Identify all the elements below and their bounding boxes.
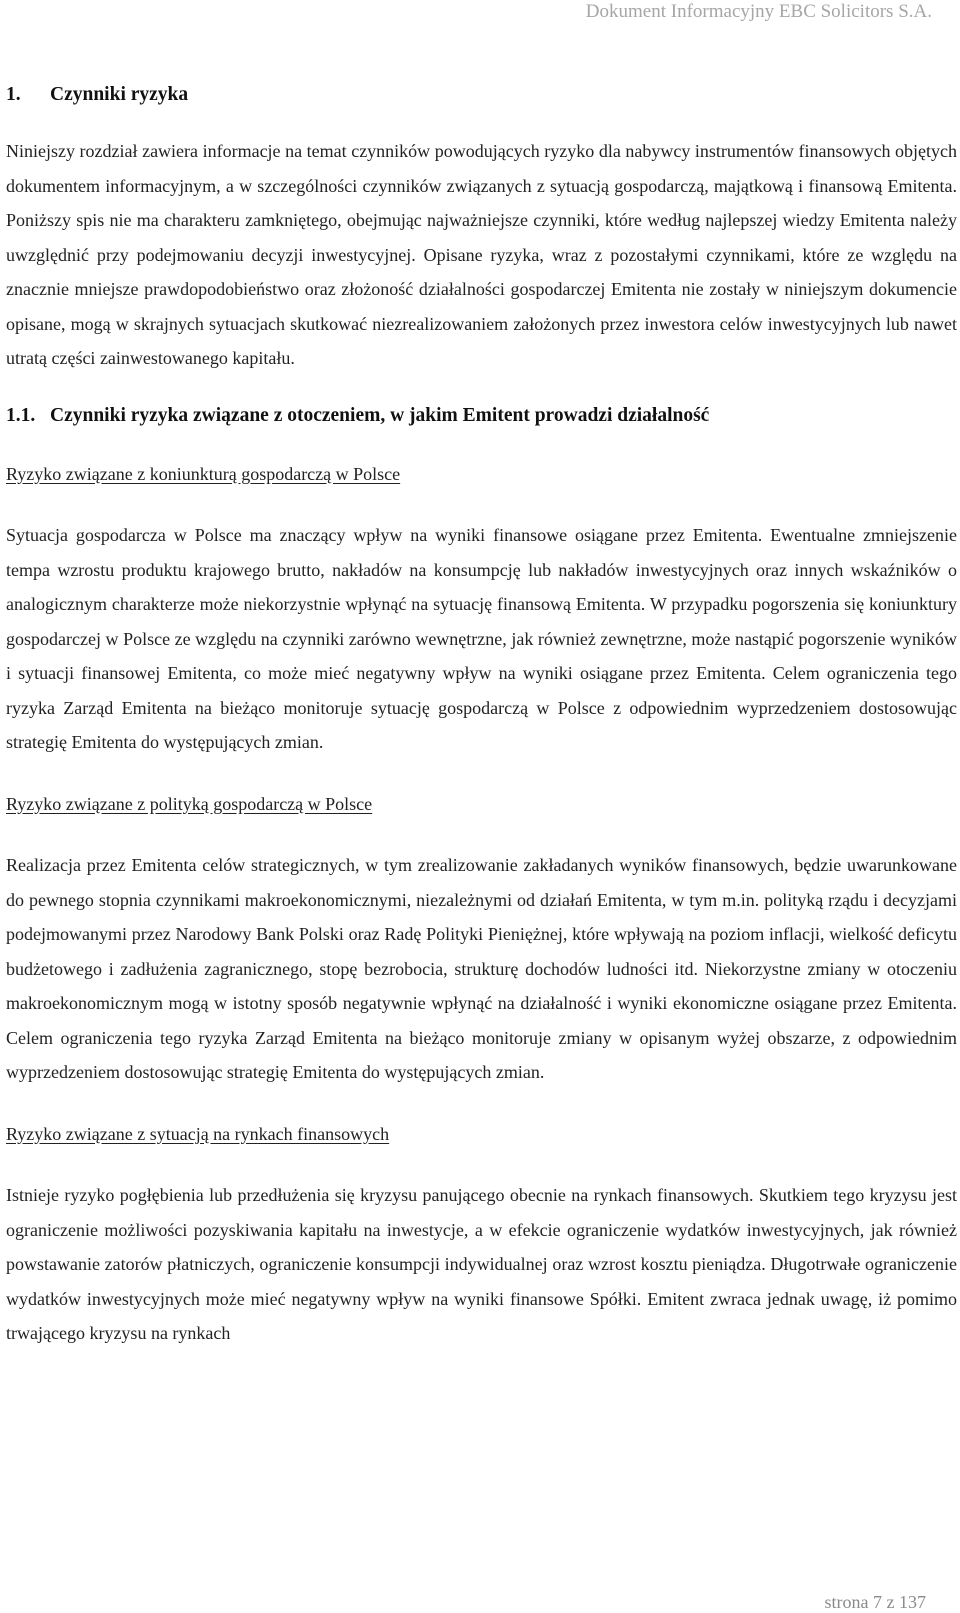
subsection-title: Czynniki ryzyka związane z otoczeniem, w jakim Emitent prowadzi działalność xyxy=(50,404,710,426)
section-intro-paragraph: Niniejszy rozdział zawiera informacje na temat czynników powodujących ryzyko dla nabywcy instrumentów finansowych objętych dokumentem informacyjnym, a w szczególności czynników związanych z sytuacją gospodarczą, majątkową i finansową Emitenta. Poniższy spis nie ma charakteru zamkniętego, obejmując najważniejsze czynniki, które według najlepszej wiedzy Emitenta należy uwzględnić przy podejmowaniu decyzji inwestycyjnej. Opisane ryzyka, wraz z pozostałymi czynnikami, które ze względu na znacznie mniejsze prawdopodobieństwo oraz złożoność działalności gospodarczej Emitenta nie zostały w niniejszym dokumencie opisane, mogą w skrajnych sytuacjach skutkować niezrealizowaniem założonych przez inwestora celów inwestycyjnych lub nawet utratą części zainwestowanego kapitału. xyxy=(6,141,957,368)
risk-heading-financial-markets: Ryzyko związane z sytuacją na rynkach finansowych xyxy=(6,1123,390,1144)
risk-heading-economic-policy: Ryzyko związane z polityką gospodarczą w Polsce xyxy=(6,793,373,814)
section-number: 1. xyxy=(6,84,21,105)
page-number: strona 7 z 137 xyxy=(824,1592,926,1612)
risk-heading-economic-situation: Ryzyko związane z koniunkturą gospodarczą w Polsce xyxy=(6,463,401,484)
section-title: Czynniki ryzyka xyxy=(50,84,189,105)
risk-paragraph-financial-markets: Istnieje ryzyko pogłębienia lub przedłużenia się kryzysu panującego obecnie na rynkach finansowych. Skutkiem tego kryzysu jest ograniczenie możliwości pozyskiwania kapitału na inwestycje, a w efekcie ograniczenie wydatków inwestycyjnych, jak również powstawanie zatorów płatniczych, ograniczenie konsumpcji indywidualnej oraz wzrost kosztu pieniądza. Długotrwałe ograniczenie wydatków inwestycyjnych może mieć negatywny wpływ na wyniki finansowe Spółki. Emitent zwraca jednak uwagę, iż pomimo trwającego kryzysu na rynkach xyxy=(6,1185,957,1343)
page-content xyxy=(6,82,957,1378)
subsection-number: 1.1. xyxy=(6,404,36,426)
section-heading xyxy=(6,82,957,108)
running-header: Dokument Informacyjny EBC Solicitors S.A. xyxy=(585,1,932,22)
subsection-heading xyxy=(6,403,957,429)
risk-paragraph-economic-situation: Sytuacja gospodarcza w Polsce ma znaczący wpływ na wyniki finansowe osiągane przez Emitenta. Ewentualne zmniejszenie tempa wzrostu produktu krajowego brutto, nakładów na konsumpcję lub nakładów inwestycyjnych oraz innych wskaźników o analogicznym charakterze może niekorzystnie wpłynąć na sytuację finansową Emitenta. W przypadku pogorszenia się koniunktury gospodarczej w Polsce ze względu na czynniki zarówno wewnętrzne, jak również zewnętrzne, może nastąpić pogorszenie wyników i sytuacji finansowej Emitenta, co może mieć negatywny wpływ na wyniki osiągane przez Emitenta. Celem ograniczenia tego ryzyka Zarząd Emitenta na bieżąco monitoruje sytuację gospodarczą w Polsce z odpowiednim wyprzedzeniem dostosowując strategię Emitenta do występujących zmian. xyxy=(6,525,957,752)
risk-paragraph-economic-policy: Realizacja przez Emitenta celów strategicznych, w tym zrealizowanie zakładanych wyników finansowych, będzie uwarunkowane do pewnego stopnia czynnikami makroekonomicznymi, niezależnymi od działań Emitenta, w tym m.in. polityką rządu i decyzjami podejmowanymi przez Narodowy Bank Polski oraz Radę Polityki Pieniężnej, które wpływają na poziom inflacji, wielkość deficytu budżetowego i zadłużenia zagranicznego, stopę bezrobocia, strukturę dochodów ludności itd. Niekorzystne zmiany w otoczeniu makroekonomicznym mogą w istotny sposób negatywnie wpłynąć na działalność i wyniki ekonomiczne osiągane przez Emitenta. Celem ograniczenia tego ryzyka Zarząd Emitenta na bieżąco monitoruje zmiany w opisanym wyżej obszarze, z odpowiednim wyprzedzeniem dostosowując strategię Emitenta do występujących zmian. xyxy=(6,855,957,1082)
